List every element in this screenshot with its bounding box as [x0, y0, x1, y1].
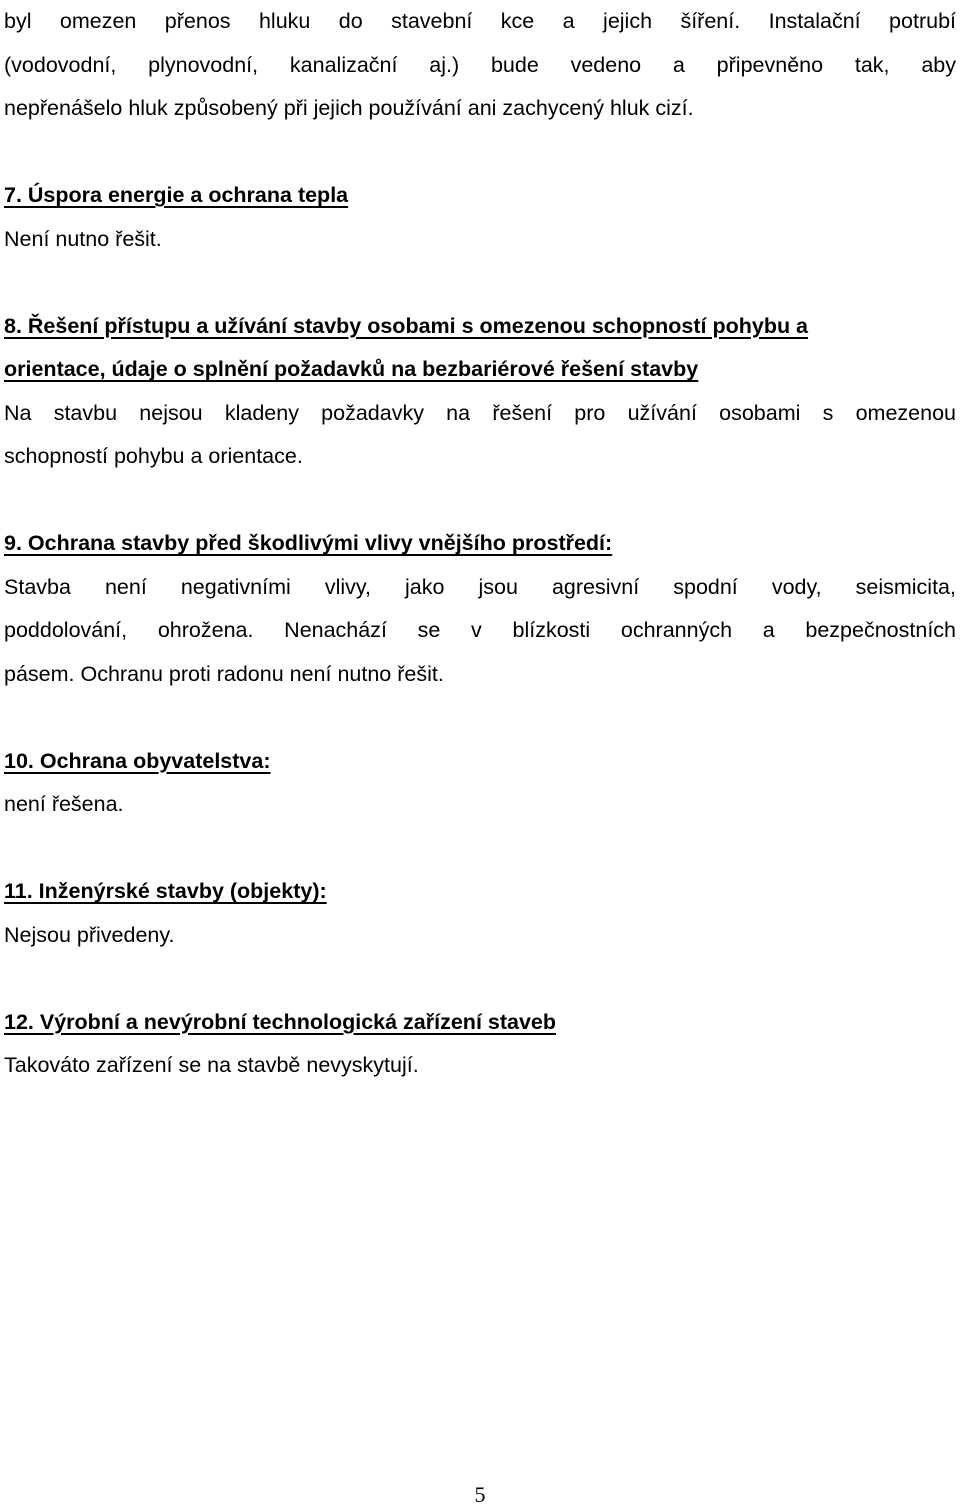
section-body-line: Nejsou přivedeny.	[4, 922, 175, 947]
section-body-line: Není nutno řešit.	[4, 226, 162, 251]
section-9	[4, 522, 956, 696]
section-spacer	[4, 479, 956, 523]
section-body-line: poddolování, ohrožena. Nenachází se v blízkosti ochranných a bezpečnostních	[4, 618, 956, 642]
section-spacer	[4, 957, 956, 1001]
document-page	[4, 0, 956, 1088]
section-heading: 12. Výrobní a nevýrobní technologická zařízení staveb	[4, 1009, 557, 1034]
section-spacer	[4, 827, 956, 871]
section-spacer	[4, 261, 956, 305]
section-body-line: pásem. Ochranu proti radonu není nutno řešit.	[4, 661, 444, 686]
intro-paragraph	[4, 0, 956, 131]
section-8	[4, 305, 956, 479]
section-11	[4, 870, 956, 957]
section-heading: 7. Úspora energie a ochrana tepla	[4, 183, 349, 207]
section-12	[4, 1001, 956, 1088]
section-heading: 11. Inženýrské stavby (objekty):	[4, 879, 327, 903]
paragraph-line: (vodovodní, plynovodní, kanalizační aj.) bude vedeno a připevněno tak, aby	[4, 52, 956, 77]
section-7	[4, 174, 956, 261]
section-heading: 10. Ochrana obyvatelstva:	[4, 748, 271, 773]
section-heading: 8. Řešení přístupu a užívání stavby osobami s omezenou schopností pohybu a	[4, 313, 809, 338]
paragraph-line: byl omezen přenos hluku do stavební kce a jejich šíření. Instalační potrubí	[4, 9, 956, 33]
section-body-line: Na stavbu nejsou kladeny požadavky na řešení pro užívání osobami s omezenou	[4, 400, 956, 425]
page-number: 5	[474, 1482, 486, 1507]
section-spacer	[4, 131, 956, 175]
section-heading: orientace, údaje o splnění požadavků na bezbariérové řešení stavby	[4, 357, 699, 381]
section-10	[4, 740, 956, 827]
section-spacer	[4, 696, 956, 740]
section-body-line: Takováto zařízení se na stavbě nevyskytují.	[4, 1053, 419, 1077]
section-body-line: schopností pohybu a orientace.	[4, 444, 303, 468]
section-heading: 9. Ochrana stavby před škodlivými vlivy vnějšího prostředí:	[4, 531, 613, 555]
section-body-line: není řešena.	[4, 792, 124, 816]
paragraph-line: nepřenášelo hluk způsobený při jejich používání ani zachycený hluk cizí.	[4, 96, 694, 120]
section-body-line: Stavba není negativními vlivy, jako jsou agresivní spodní vody, seismicita,	[4, 574, 956, 599]
